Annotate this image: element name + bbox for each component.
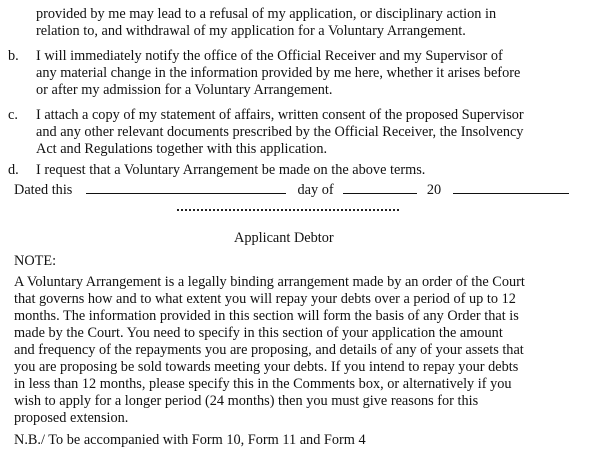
note-line-3: months. The information provided in this section will form the basis of any Order that is [14, 308, 519, 324]
intro-line-2: relation to, and withdrawal of my application for a Voluntary Arrangement. [36, 23, 466, 39]
item-c-line-3: Act and Regulations together with this application. [36, 141, 328, 157]
note-heading: NOTE: [14, 253, 57, 269]
dated-year-field[interactable] [453, 181, 569, 194]
note-line-4: made by the Court. You need to specify in this section of your application the amount [14, 325, 503, 341]
item-b-line-3: or after my admission for a Voluntary Arrangement. [36, 82, 333, 98]
note-line-6: you are proposing be sold towards meeting your debts. If you intend to repay your debts [14, 359, 519, 375]
signature-label: Applicant Debtor [234, 230, 334, 246]
day-of-label: day of [297, 182, 334, 198]
item-d-line-1: I request that a Voluntary Arrangement be made on the above terms. [36, 162, 426, 178]
note-line-1: A Voluntary Arrangement is a legally binding arrangement made by an order of the Court [14, 274, 525, 290]
year-prefix-label: 20 [426, 182, 442, 198]
footer-note: N.B./ To be accompanied with Form 10, Form 11 and Form 4 [14, 432, 366, 448]
intro-line-1: provided by me may lead to a refusal of my application, or disciplinary action in [36, 6, 497, 22]
item-c-line-2: and any other relevant documents prescribed by the Official Receiver, the Insolvency [36, 124, 524, 140]
item-c-line-1: I attach a copy of my statement of affairs, written consent of the proposed Supervisor [36, 107, 524, 123]
item-d-marker: d. [8, 162, 19, 178]
item-c-marker: c. [8, 107, 18, 123]
dated-label: Dated this [14, 182, 73, 198]
item-b-line-2: any material change in the information provided by me here, whether it arises before [36, 65, 521, 81]
signature-line[interactable] [177, 207, 399, 211]
note-line-2: that governs how and to what extent you will repay your debts over a period of up to 12 [14, 291, 516, 307]
item-b-line-1: I will immediately notify the office of the Official Receiver and my Supervisor of [36, 48, 503, 64]
note-line-8: wish to apply for a longer period (24 months) then you must give reasons for this [14, 393, 479, 409]
note-line-7: in less than 12 months, please specify this in the Comments box, or alternatively if you [14, 376, 512, 392]
dated-month-field[interactable] [343, 181, 417, 194]
dated-row [14, 181, 569, 199]
note-line-5: and frequency of the repayments you are proposing, and details of any of your assets that [14, 342, 524, 358]
dated-day-field[interactable] [86, 181, 286, 194]
note-line-9: proposed extension. [14, 410, 129, 426]
item-b-marker: b. [8, 48, 19, 64]
